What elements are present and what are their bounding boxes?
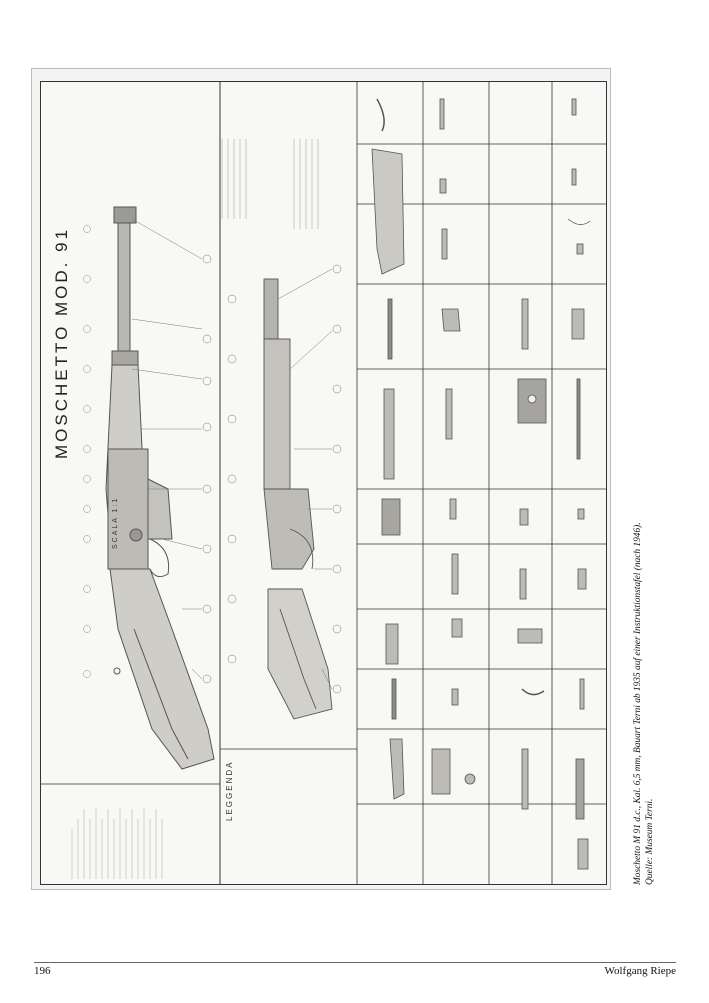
legend-text-block bbox=[222, 139, 318, 229]
caption-line-2: Quelle: Museum Terni. bbox=[645, 798, 655, 885]
plate-scale: SCALA 1:1 bbox=[112, 496, 119, 549]
caption-line-1: Moschetto M 91 d.c., Kal. 6,5 mm, Bauart Terni ab 1935 auf einer Instruktionstafel (nach 1946). bbox=[633, 522, 643, 885]
sectional-view bbox=[264, 279, 332, 719]
plate-drawing bbox=[32, 69, 612, 891]
plate-title: MOSCHETTO MOD. 91 bbox=[52, 226, 71, 459]
legend-list-lines bbox=[72, 809, 162, 879]
footer-rule bbox=[34, 962, 676, 963]
legend-heading: LEGGENDA bbox=[225, 760, 234, 821]
author-name: Wolfgang Riepe bbox=[604, 965, 676, 977]
carbine-index-numbers bbox=[84, 226, 91, 678]
parts-drawings bbox=[372, 99, 590, 869]
carbine-drawing bbox=[106, 207, 214, 769]
page-number: 196 bbox=[34, 965, 51, 977]
instruction-plate bbox=[31, 68, 611, 890]
figure-caption bbox=[632, 522, 656, 885]
